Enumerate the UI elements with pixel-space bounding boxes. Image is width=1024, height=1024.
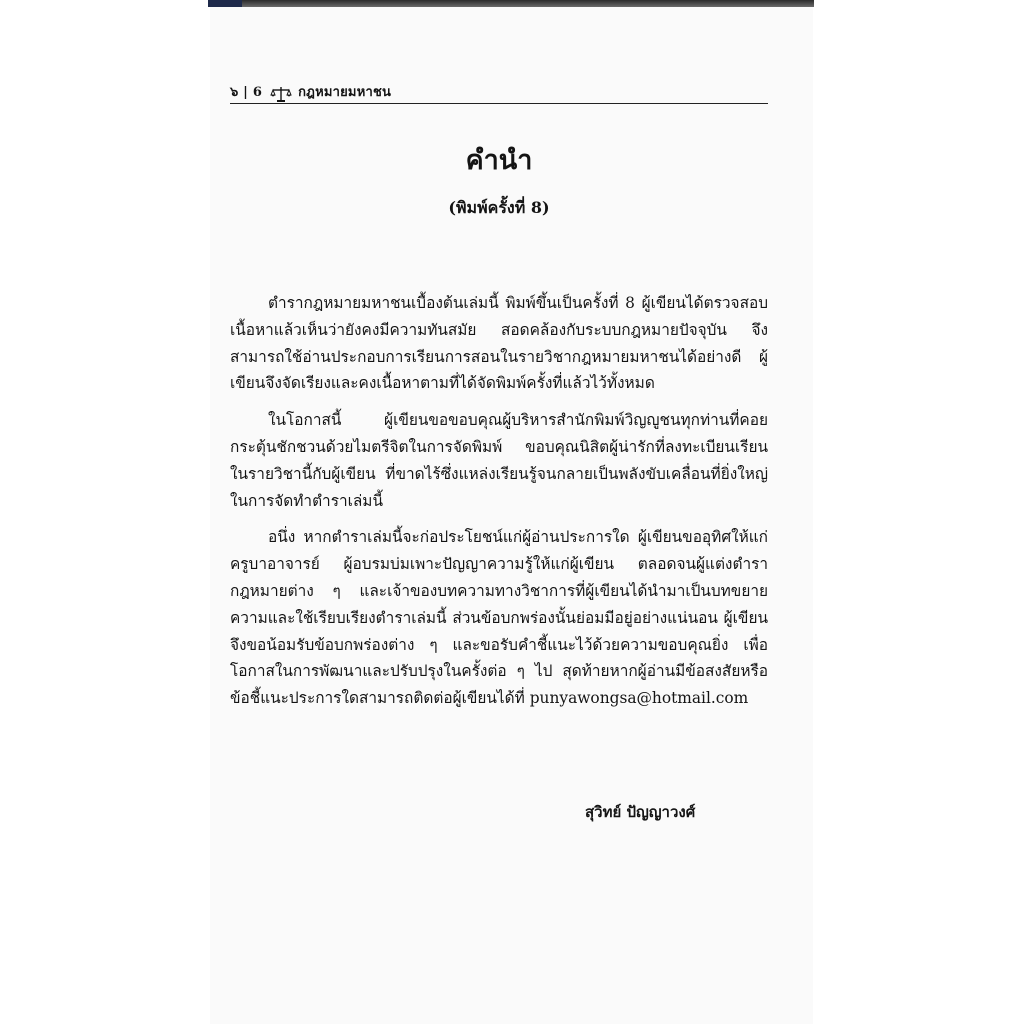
book-spine-edge: [208, 0, 814, 7]
page-number: ๖ | 6: [230, 85, 263, 100]
paragraph: ตำรากฎหมายมหาชนเบื้องต้นเล่มนี้ พิมพ์ขึ้นเป็นครั้งที่ 8 ผู้เขียนได้ตรวจสอบเนื้อหาแล้วเห็นว่ายังคงมีความทันสมัย สอดคล้องกับระบบกฎหมายปัจจุบัน จึงสามารถใช้อ่านประกอบการเรียนการสอนในรายวิชากฎหมายมหาชนได้อย่างดี ผู้เขียนจึงจัดเรียงและคงเนื้อหาตามที่ได้จัดพิมพ์ครั้งที่แล้วไว้ทั้งหมด: [230, 294, 768, 393]
scales-of-justice-icon: [270, 86, 292, 102]
paragraph: ในโอกาสนี้ ผู้เขียนขอขอบคุณผู้บริหารสำนักพิมพ์วิญญูชนทุกท่านที่คอยกระตุ้นชักชวนด้วยไมตรีจิตในการจัดพิมพ์ ขอบคุณนิสิตผู้น่ารักที่ลงทะเบียนเรียนในรายวิชานี้กับผู้เขียน ที่ขาดไร้ซึ่งแหล่งเรียนรู้จนกลายเป็นพลังขับเคลื่อนที่ยิ่งใหญ่ในการจัดทำตำราเล่มนี้: [230, 411, 768, 510]
cover-edge: [208, 0, 242, 7]
book-title: กฎหมายมหาชน: [298, 85, 392, 100]
page-subtitle: (พิมพ์ครั้งที่ 8): [448, 198, 550, 217]
running-header: [230, 84, 768, 102]
preface-body: [230, 290, 768, 722]
page-title: คำนำ: [465, 145, 533, 176]
paragraph: อนึ่ง หากตำราเล่มนี้จะก่อประโยชน์แก่ผู้อ่านประการใด ผู้เขียนขออุทิศให้แก่ครูบาอาจารย์ ผู้อบรมบ่มเพาะปัญญาความรู้ให้แก่ผู้เขียน ตลอดจนผู้แต่งตำรากฎหมายต่าง ๆ และเจ้าของบทความทางวิชาการที่ผู้เขียนได้นำมาเป็นบทขยายความและใช้เรียบเรียงตำราเล่มนี้ ส่วนข้อบกพร่องนั้นย่อมมีอยู่อย่างแน่นอน ผู้เขียนจึงขอน้อมรับข้อบกพร่องต่าง ๆ และขอรับคำชี้แนะไว้ด้วยความขอบคุณยิ่ง เพื่อโอกาสในการพัฒนาและปรับปรุงในครั้งต่อ ๆ ไป สุดท้ายหากผู้อ่านมีข้อสงสัยหรือข้อชี้แนะประการใดสามารถติดต่อผู้เขียนได้ที่ punyawongsa@hotmail.com: [230, 528, 768, 708]
header-rule: [230, 103, 768, 104]
author-signature: สุวิทย์ ปัญญาวงศ์: [585, 803, 696, 821]
